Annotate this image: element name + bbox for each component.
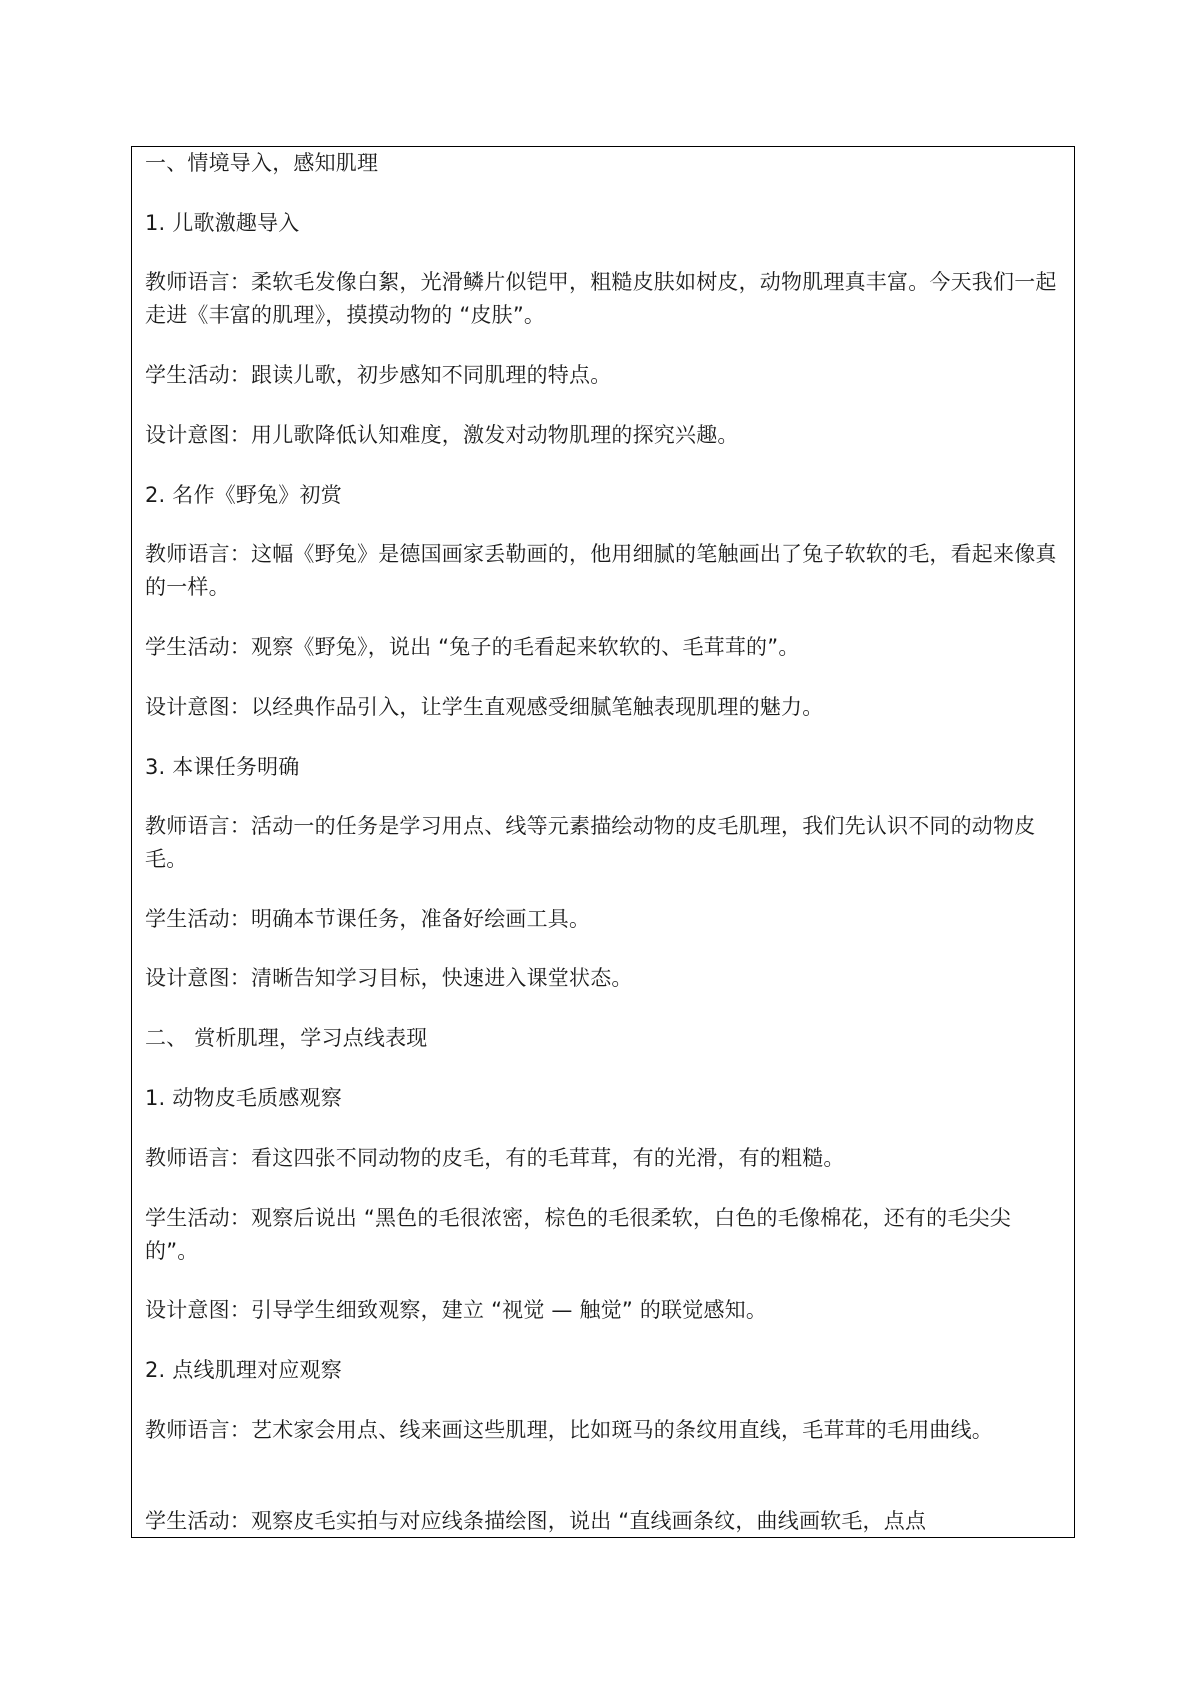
- student-activity-paragraph: 学生活动：观察皮毛实拍与对应线条描绘图，说出 “直线画条纹，曲线画软毛，点点: [145, 1509, 927, 1533]
- subheading-dot-line-texture: 2. 点线肌理对应观察: [145, 1358, 342, 1382]
- teacher-language-paragraph: 教师语言：活动一的任务是学习用点、线等元素描绘动物的皮毛肌理，我们先认识不同的动物皮毛。: [145, 814, 1036, 871]
- design-intent-paragraph: 设计意图：引导学生细致观察，建立 “视觉 — 触觉” 的联觉感知。: [145, 1298, 768, 1322]
- lesson-plan-table-cell: [131, 146, 1075, 1538]
- teacher-language-paragraph: 教师语言：柔软毛发像白絮，光滑鳞片似铠甲，粗糙皮肤如树皮，动物肌理真丰富。今天我们一起走进《丰富的肌理》，摸摸动物的 “皮肤”。: [145, 270, 1057, 327]
- student-activity-paragraph: 学生活动：观察《野兔》，说出 “兔子的毛看起来软软的、毛茸茸的”。: [145, 635, 800, 659]
- teacher-language-paragraph: 教师语言：看这四张不同动物的皮毛，有的毛茸茸，有的光滑，有的粗糙。: [145, 1146, 845, 1170]
- section-heading-1: 一、情境导入，感知肌理: [145, 151, 379, 175]
- teacher-language-paragraph: 教师语言：艺术家会用点、线来画这些肌理，比如斑马的条纹用直线，毛茸茸的毛用曲线。: [145, 1418, 993, 1442]
- teacher-language-paragraph: 教师语言：这幅《野兔》是德国画家丢勒画的，他用细腻的笔触画出了兔子软软的毛，看起来像真的一样。: [145, 542, 1057, 599]
- design-intent-paragraph: 设计意图：用儿歌降低认知难度，激发对动物肌理的探究兴趣。: [145, 423, 739, 447]
- subheading-lesson-task: 3. 本课任务明确: [145, 755, 300, 779]
- section-heading-2: 二、 赏析肌理，学习点线表现: [145, 1026, 428, 1050]
- student-activity-paragraph: 学生活动：跟读儿歌，初步感知不同肌理的特点。: [145, 363, 612, 387]
- subheading-nursery-rhyme: 1. 儿歌激趣导入: [145, 211, 300, 235]
- student-activity-paragraph: 学生活动：明确本节课任务，准备好绘画工具。: [145, 907, 591, 931]
- subheading-fur-texture: 1. 动物皮毛质感观察: [145, 1086, 342, 1110]
- design-intent-paragraph: 设计意图：以经典作品引入，让学生直观感受细腻笔触表现肌理的魅力。: [145, 695, 824, 719]
- student-activity-paragraph: 学生活动：观察后说出 “黑色的毛很浓密，棕色的毛很柔软，白色的毛像棉花，还有的毛尖尖的”。: [145, 1206, 1011, 1263]
- design-intent-paragraph: 设计意图：清晰告知学习目标，快速进入课堂状态。: [145, 966, 633, 990]
- subheading-wild-hare: 2. 名作《野兔》初赏: [145, 483, 342, 507]
